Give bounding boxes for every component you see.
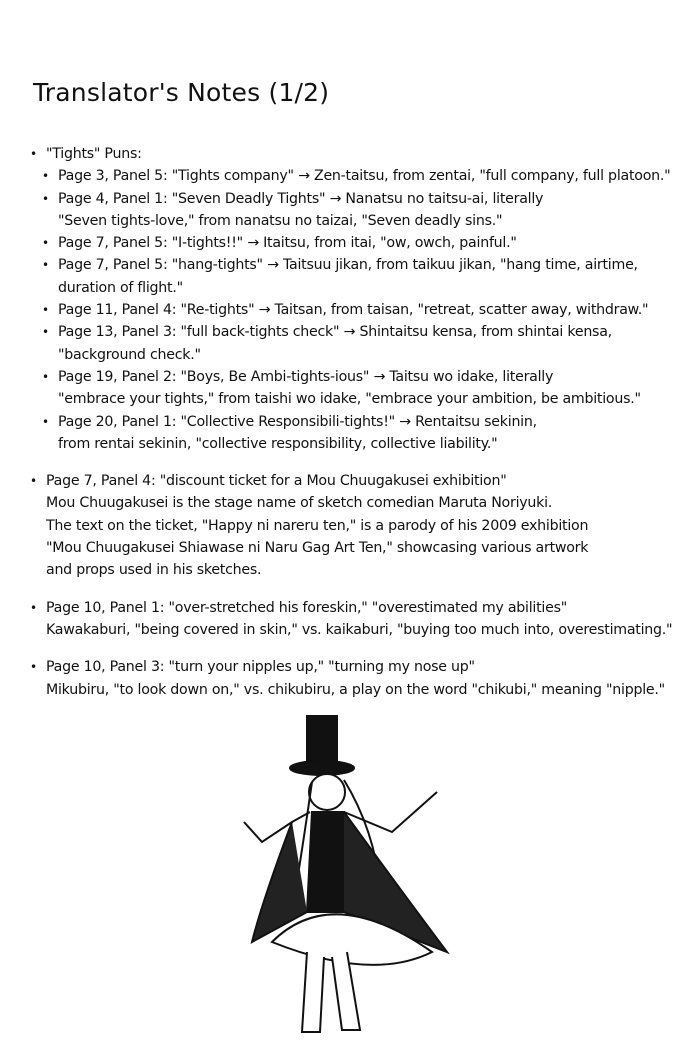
pun-line: • Page 13, Panel 3: "full back-tights check" → Shintaitsu kensa, from shintai kensa,: [58, 324, 612, 341]
pun-line: from rentai sekinin, "collective responsibility, collective liability.": [58, 435, 498, 452]
pun-line: "Seven tights-love," from nanatsu no taizai, "Seven deadly sins.": [58, 212, 503, 229]
note-line: • Page 10, Panel 3: "turn your nipples up," "turning my nose up": [46, 659, 475, 676]
pun-line: duration of flight.": [58, 279, 183, 296]
note-line: "Mou Chuugakusei Shiawase ni Naru Gag Art Ten," showcasing various artwork: [46, 540, 589, 557]
pun-line: • Page 7, Panel 5: "I-tights!!" → Itaitsu, from itai, "ow, owch, painful.": [58, 235, 517, 252]
pun-line: • Page 3, Panel 5: "Tights company" → Zen-taitsu, from zentai, "full company, full platoon.": [58, 168, 671, 185]
pun-line: • Page 7, Panel 5: "hang-tights" → Taitsuu jikan, from taikuu jikan, "hang time, airtime,: [58, 257, 638, 274]
note-line: Mikubiru, "to look down on," vs. chikubiru, a play on the word "chikubi," meaning "nipple.": [46, 681, 665, 698]
note-nipples: [30, 656, 690, 701]
note-ticket: [30, 470, 690, 581]
note-line: The text on the ticket, "Happy ni nareru ten," is a parody of his 2009 exhibition: [46, 517, 589, 534]
note-line: Mou Chuugakusei is the stage name of sketch comedian Maruta Noriyuki.: [46, 495, 553, 512]
pun-item: [30, 366, 690, 411]
note-line: Kawakaburi, "being covered in skin," vs. kaikaburi, "buying too much into, overestimating.": [46, 621, 673, 638]
note-line: • Page 7, Panel 4: "discount ticket for a Mou Chuugakusei exhibition": [46, 473, 507, 490]
note-line: and props used in his sketches.: [46, 562, 262, 579]
page-title: Translator's Notes (1/2): [33, 78, 330, 107]
pun-line: "embrace your tights," from taishi wo idake, "embrace your ambition, be ambitious.": [58, 391, 641, 408]
pun-item: [30, 232, 690, 254]
notes-list: [30, 143, 690, 701]
pun-line: "background check.": [58, 346, 201, 363]
pun-item: [30, 165, 690, 187]
pun-item: [30, 299, 690, 321]
tights-puns-heading: [30, 143, 690, 165]
note-foreskin: [30, 597, 690, 642]
pun-item: [30, 254, 690, 299]
pun-item: [30, 321, 690, 366]
note-line: • Page 10, Panel 1: "over-stretched his foreskin," "overestimated my abilities": [46, 599, 568, 616]
pun-line: • Page 20, Panel 1: "Collective Responsibili-tights!" → Rentaitsu sekinin,: [58, 413, 537, 430]
magician-illustration: [232, 712, 472, 1042]
pun-line: • Page 11, Panel 4: "Re-tights" → Taitsan, from taisan, "retreat, scatter away, withdraw.": [58, 302, 649, 319]
pun-item: [30, 411, 690, 456]
pun-item: [30, 188, 690, 233]
heading-text: • "Tights" Puns:: [46, 146, 142, 162]
pun-line: • Page 19, Panel 2: "Boys, Be Ambi-tights-ious" → Taitsu wo idake, literally: [58, 368, 554, 385]
pun-line: • Page 4, Panel 1: "Seven Deadly Tights" → Nanatsu no taitsu-ai, literally: [58, 190, 544, 207]
